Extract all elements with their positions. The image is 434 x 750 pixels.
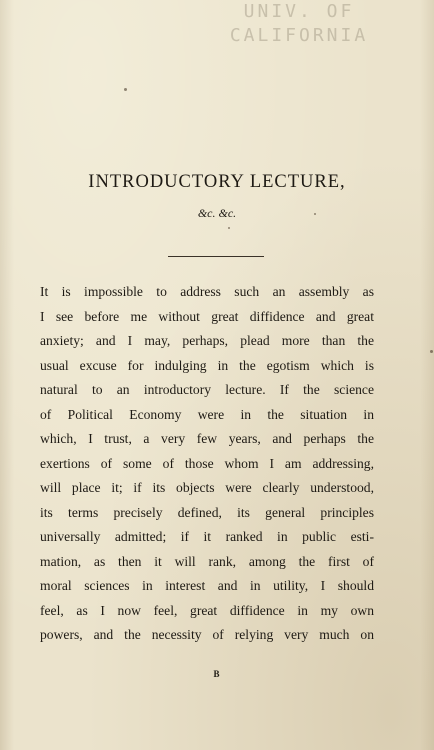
page-title: INTRODUCTORY LECTURE, [88,172,346,192]
text-line: will place it; if its objects were clearly understood, [40,480,374,495]
title-divider [168,256,264,257]
body-paragraph [40,280,374,648]
signature-mark: B [213,669,221,679]
text-line: its terms precisely defined, its general principles [40,504,374,520]
text-line: natural to an introductory lecture. If the science [40,382,374,397]
text-line: anxiety; and I may, perhaps, plead more than the [40,333,374,348]
paper-speck [430,350,433,353]
text-line: moral sciences in interest and in utility, I should [40,578,374,593]
stamp-line-1: UNIV. OF [243,1,355,22]
text-line: I see before me without great diffidence and great [40,308,374,324]
text-line: feel, as I now feel, great diffidence in my own [40,602,374,618]
stamp-line-2: CALIFORNIA [229,25,369,46]
text-line: mation, as then it will rank, among the first of [40,553,374,569]
text-line: usual excuse for indulging in the egotism which is [40,357,374,373]
text-line: of Political Economy were in the situation in [40,406,374,422]
text-line: It is impossible to address such an assembly as [40,284,374,299]
page-subtitle: &c. &c. [197,206,237,220]
paper-speck [124,88,127,91]
library-stamp [214,0,384,52]
text-line: which, I trust, a very few years, and perhaps the [40,431,374,446]
text-line: powers, and the necessity of relying very much on [40,627,374,642]
paper-speck [228,227,230,229]
text-line: exertions of some of those whom I am addressing, [40,455,374,471]
text-line: universally admitted; if it ranked in public esti- [40,529,374,544]
paper-speck [314,213,316,215]
